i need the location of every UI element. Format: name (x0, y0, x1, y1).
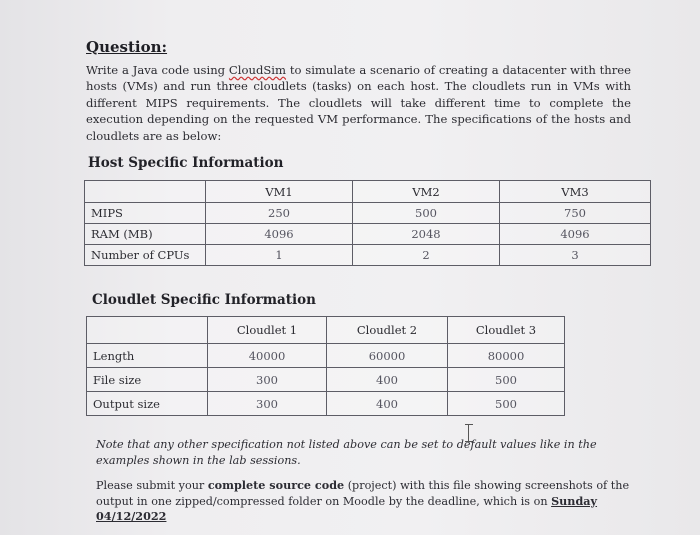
table-cell: 300 (208, 368, 327, 392)
row-label: Number of CPUs (85, 245, 206, 266)
host-info-heading: Host Specific Information (88, 155, 284, 171)
table-cell: 1 (206, 245, 353, 266)
table-row (87, 392, 565, 416)
table-cell: 2 (353, 245, 500, 266)
cloudlet-info-heading: Cloudlet Specific Information (92, 292, 316, 308)
column-header: Cloudlet 3 (448, 317, 565, 344)
table-corner-cell (85, 181, 206, 203)
row-label: File size (87, 368, 208, 392)
table-row (85, 203, 651, 224)
question-text-part: Write a Java code using (86, 63, 229, 77)
table-header-row (85, 181, 651, 203)
table-cell: 4096 (206, 224, 353, 245)
column-header: VM3 (500, 181, 651, 203)
question-text-part: to simulate a scenario of creating a datacenter with three hosts (VMs) and run three cloudlets (tasks) on each host. The cloudlets run in VMs with different MIPS requirements. The cloudlets will take different time to complete the execution depending on the requested VM performance. The specifications of the hosts and cloudlets are as below: (86, 63, 632, 143)
submission-instructions (96, 478, 636, 525)
row-label: Length (87, 344, 208, 368)
table-row (87, 368, 565, 392)
table-header-row (87, 317, 565, 344)
row-label: MIPS (85, 203, 206, 224)
submit-text-part: (project) with this file showing screenshots of the output in one zipped/compressed folder on Moodle by the deadline, which is on (96, 479, 630, 508)
column-header: Cloudlet 2 (327, 317, 448, 344)
cloudlet-spec-table (86, 316, 565, 416)
question-heading: Question: (86, 38, 168, 56)
table-cell: 4096 (500, 224, 651, 245)
table-cell: 400 (327, 392, 448, 416)
table-cell: 40000 (208, 344, 327, 368)
table-cell: 500 (448, 368, 565, 392)
row-label: Output size (87, 392, 208, 416)
table-cell: 80000 (448, 344, 565, 368)
table-cell: 750 (500, 203, 651, 224)
table-row (85, 245, 651, 266)
table-cell: 500 (353, 203, 500, 224)
note-text: Note that any other specification not listed above can be set to default values like in the examples shown in the lab sessions. (96, 438, 597, 467)
submit-text-part: Please submit your (96, 479, 208, 492)
cloudsim-term: CloudSim (228, 63, 287, 77)
table-cell: 250 (206, 203, 353, 224)
table-cell: 3 (500, 245, 651, 266)
table-cell: 2048 (353, 224, 500, 245)
column-header: Cloudlet 1 (208, 317, 327, 344)
table-row (85, 224, 651, 245)
table-corner-cell (87, 317, 208, 344)
table-cell: 400 (327, 368, 448, 392)
host-spec-table (84, 180, 651, 266)
table-cell: 300 (208, 392, 327, 416)
row-label: RAM (MB) (85, 224, 206, 245)
table-cell: 500 (448, 392, 565, 416)
table-cell: 60000 (327, 344, 448, 368)
deadline-text: Sunday 04/12/2022 (96, 493, 598, 523)
table-row (87, 344, 565, 368)
question-text (86, 62, 631, 144)
column-header: VM1 (206, 181, 353, 203)
column-header: VM2 (353, 181, 500, 203)
submit-bold-text: complete source code (207, 478, 345, 492)
